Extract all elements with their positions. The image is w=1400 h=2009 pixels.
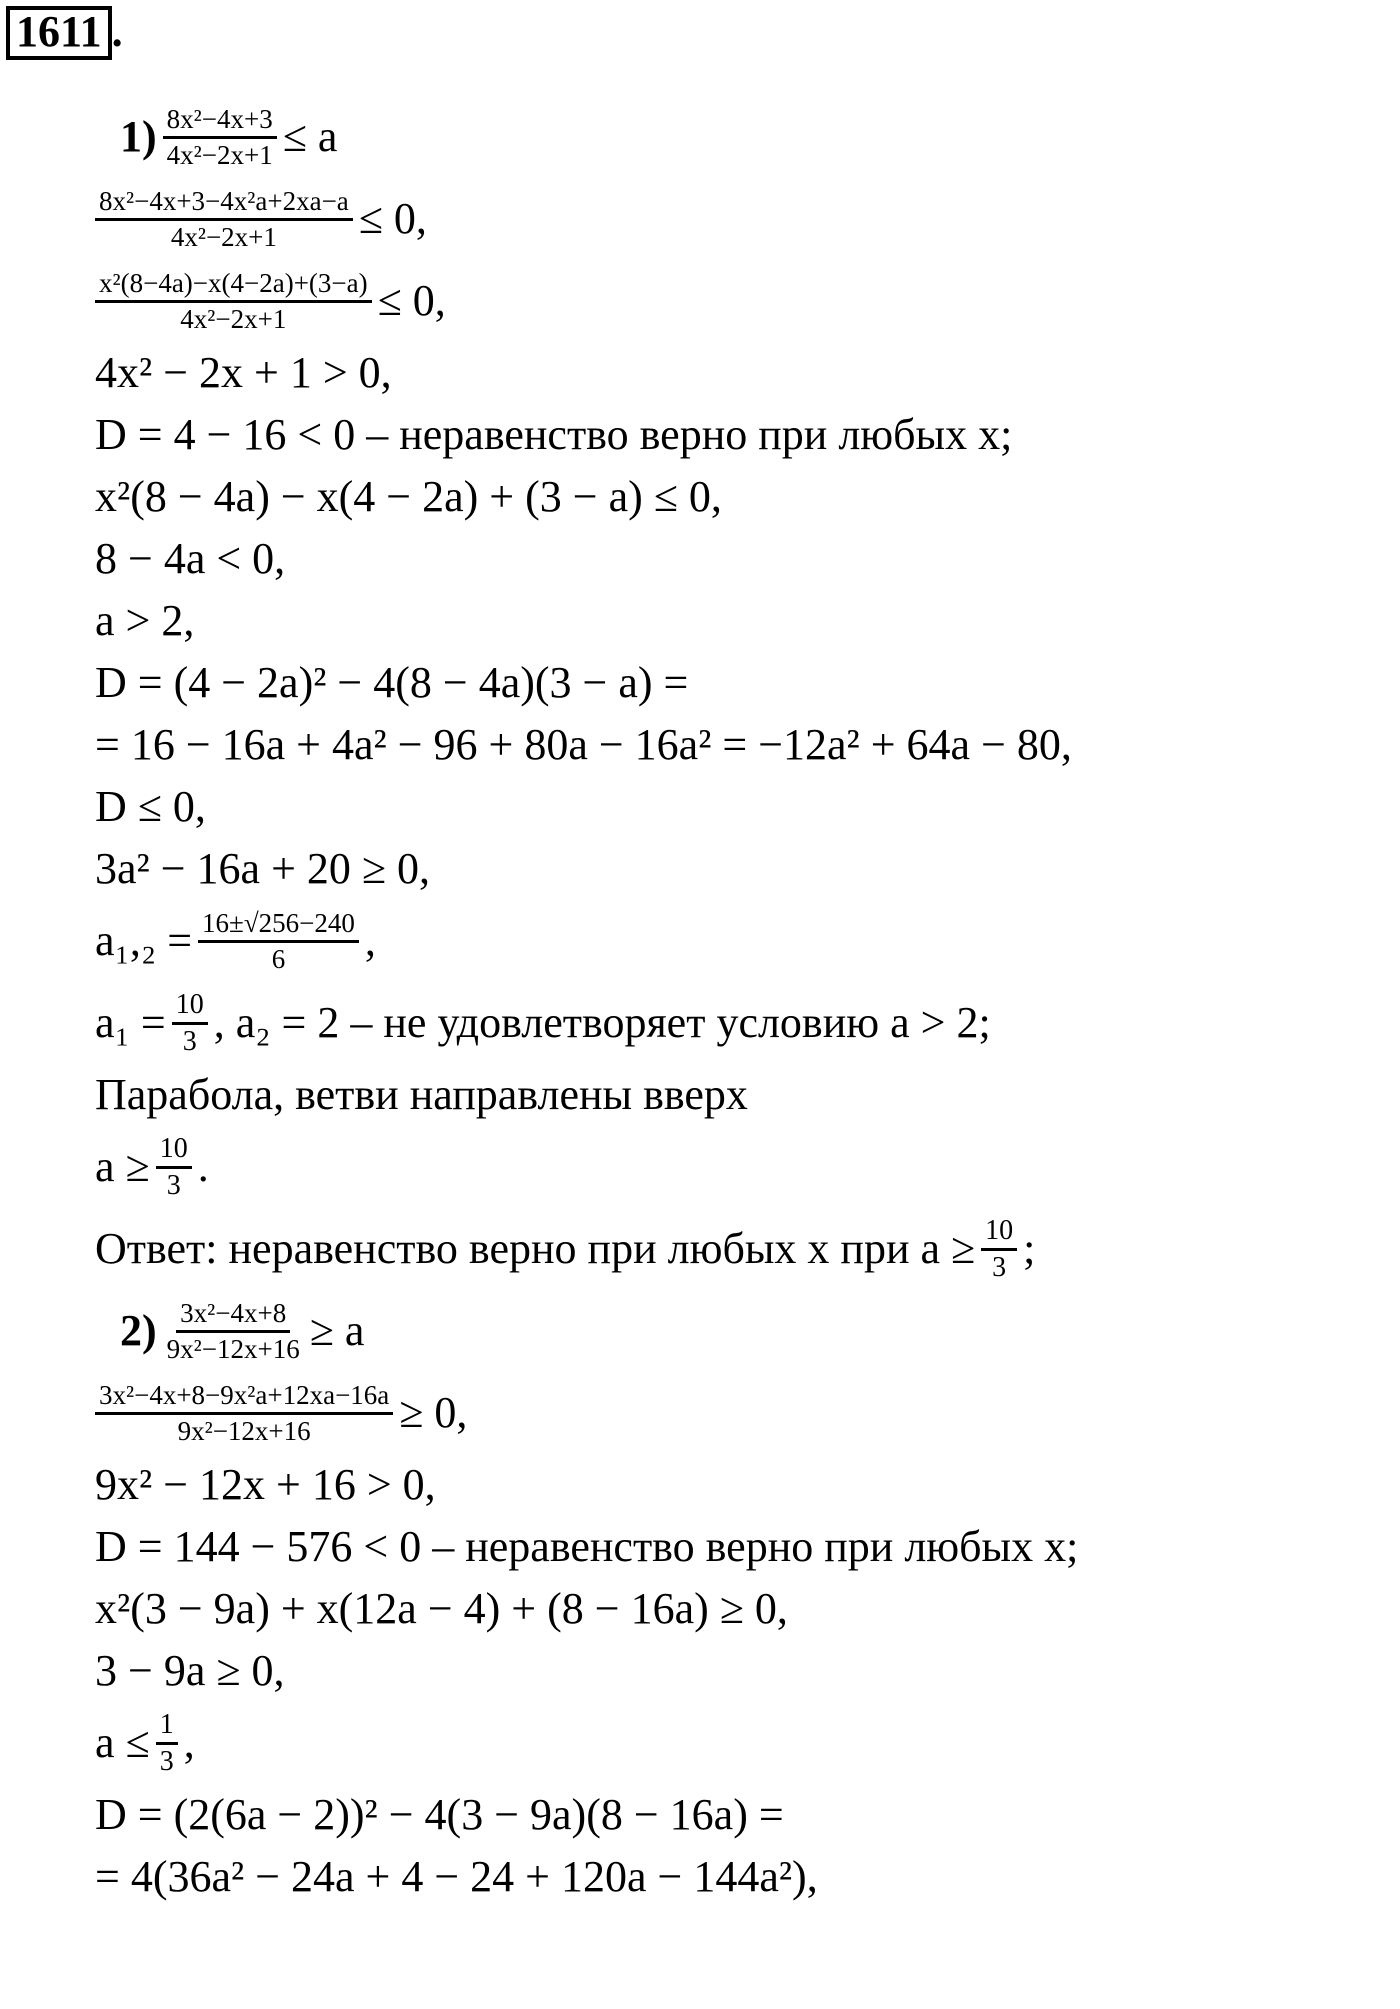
fraction-denominator: 9x²−12x+16 [166, 1333, 300, 1364]
math-line: 4x² − 2x + 1 > 0, [95, 348, 392, 397]
part2-inequality [120, 1290, 1390, 1372]
result-lhs: a ≥ [95, 1142, 150, 1191]
fraction-denominator: 4x²−2x+1 [180, 303, 287, 334]
inequality-rhs: ≥ a [309, 1306, 365, 1355]
problem-number-text: 1611 [16, 7, 102, 56]
part1-step1 [99, 178, 1390, 260]
fraction-denominator: 6 [271, 943, 286, 974]
fraction-denominator: 3 [166, 1169, 181, 1201]
inequality-rhs: ≥ 0, [399, 1388, 468, 1437]
part2-a-bound [95, 1702, 1390, 1784]
roots-tail: , [364, 916, 376, 965]
fraction-numerator: 10 [156, 1135, 192, 1169]
part1-step1-fraction [95, 185, 353, 252]
math-line: x²(8 − 4a) − x(4 − 2a) + (3 − a) ≤ 0, [95, 472, 722, 521]
bound-fraction [156, 1708, 178, 1777]
part2-step1-fraction [95, 1379, 393, 1446]
root1-lhs: a₁ = [95, 998, 166, 1047]
part1-roots-formula [95, 900, 1390, 982]
fraction-numerator: 10 [981, 1217, 1017, 1251]
fraction-denominator: 3 [159, 1745, 174, 1777]
roots-rest: , a₂ = 2 – не удовлетворяет условию a > 2; [213, 998, 991, 1047]
result-fraction [156, 1132, 192, 1201]
bound-tail: , [183, 1718, 195, 1767]
part2-label: 2) [120, 1306, 157, 1355]
fraction-numerator: 10 [172, 991, 208, 1025]
roots-fraction [198, 907, 359, 974]
result-tail: . [197, 1142, 209, 1191]
math-line: D ≤ 0, [95, 782, 206, 831]
part1-inequality [120, 96, 1390, 178]
math-line: D = (4 − 2a)² − 4(8 − 4a)(3 − a) = [95, 658, 689, 707]
math-line: 3 − 9a ≥ 0, [95, 1646, 285, 1695]
math-line: D = 144 − 576 < 0 – неравенство верно при любых x; [95, 1522, 1079, 1571]
part1-label: 1) [120, 112, 157, 161]
inequality-rhs: ≤ 0, [377, 276, 446, 325]
math-line: x²(3 − 9a) + x(12a − 4) + (8 − 16a) ≥ 0, [95, 1584, 788, 1633]
answer-tail: ; [1023, 1224, 1036, 1273]
math-line: = 4(36a² − 24a + 4 − 24 + 120a − 144a²), [95, 1852, 818, 1901]
bound-lhs: a ≤ [95, 1718, 150, 1767]
problem-number-box [6, 6, 112, 60]
problem-number: 1611 . [6, 6, 123, 60]
fraction-numerator: 1 [156, 1711, 178, 1745]
math-line: 8 − 4a < 0, [95, 534, 286, 583]
roots-lhs: a₁,₂ = [95, 916, 193, 965]
fraction-numerator: x²(8−4a)−x(4−2a)+(3−a) [95, 270, 372, 303]
part1-step2 [99, 260, 1390, 342]
part2-inequality-fraction [163, 1297, 304, 1364]
part1-step2-fraction [95, 267, 372, 334]
inequality-rhs: ≤ 0, [358, 194, 427, 243]
fraction-numerator: 8x²−4x+3 [163, 106, 277, 139]
solution-content [95, 96, 1390, 1908]
part1-inequality-fraction [163, 103, 277, 170]
fraction-denominator: 3 [182, 1025, 197, 1057]
fraction-denominator: 4x²−2x+1 [166, 139, 273, 170]
answer-fraction [981, 1214, 1017, 1283]
fraction-denominator: 3 [992, 1251, 1007, 1283]
part1-result [95, 1126, 1390, 1208]
math-line: 3a² − 16a + 20 ≥ 0, [95, 844, 431, 893]
fraction-denominator: 9x²−12x+16 [177, 1415, 311, 1446]
math-line: a > 2, [95, 596, 195, 645]
text-line: Парабола, ветви направлены вверх [95, 1070, 748, 1119]
part1-answer [95, 1208, 1390, 1290]
fraction-numerator: 16±√256−240 [198, 910, 359, 943]
math-line: D = (2(6a − 2))² − 4(3 − 9a)(8 − 16a) = [95, 1790, 784, 1839]
inequality-rhs: ≤ a [282, 112, 338, 161]
fraction-numerator: 3x²−4x+8 [176, 1300, 290, 1333]
fraction-numerator: 3x²−4x+8−9x²a+12xa−16a [95, 1382, 393, 1415]
answer-text: Ответ: неравенство верно при любых x при a ≥ [95, 1224, 976, 1273]
math-line: D = 4 − 16 < 0 – неравенство верно при любых x; [95, 410, 1013, 459]
root1-fraction [172, 988, 208, 1057]
fraction-denominator: 4x²−2x+1 [170, 221, 277, 252]
math-line: 9x² − 12x + 16 > 0, [95, 1460, 436, 1509]
part1-roots-values [95, 982, 1390, 1064]
fraction-numerator: 8x²−4x+3−4x²a+2xa−a [95, 188, 353, 221]
part2-step1 [99, 1372, 1390, 1454]
math-line: = 16 − 16a + 4a² − 96 + 80a − 16a² = −12a² + 64a − 80, [95, 720, 1072, 769]
